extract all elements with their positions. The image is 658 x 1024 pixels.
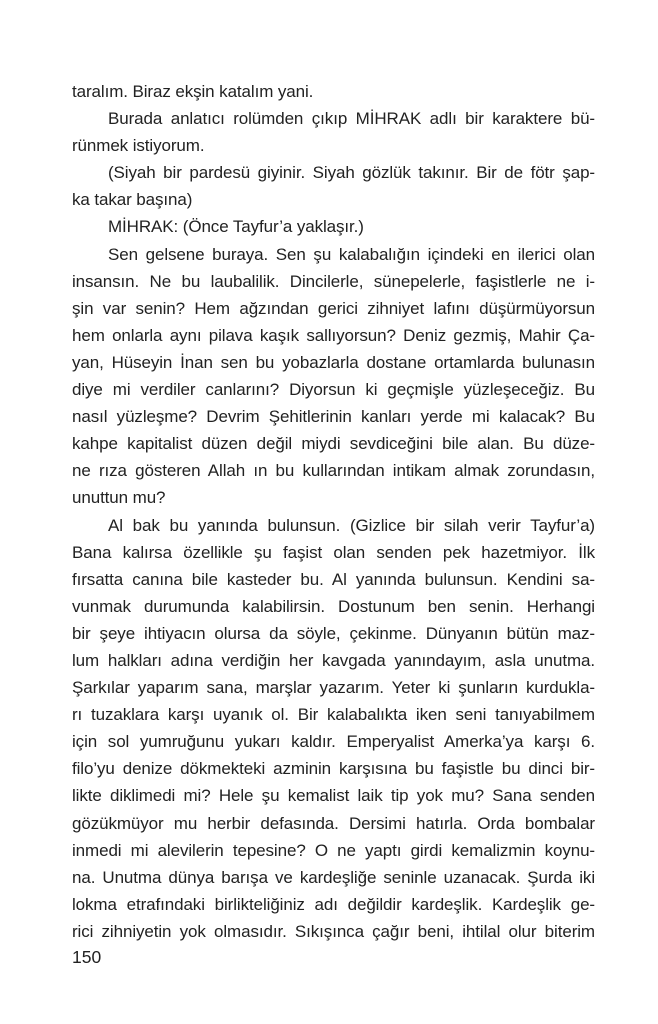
text-line: diye mi verdiler canlarını? Diyorsun ki geçmişle yüzleşeceğiz. Bu <box>72 380 595 400</box>
text-line: lum halkları adına verdiğin her kavgada yanındayım, asla unutma. <box>72 650 595 670</box>
text-line: Al bak bu yanında bulunsun. (Gizlice bir silah verir Tayfur’a) <box>108 515 595 535</box>
text-line: rici zihniyetin yok olmasıdır. Sıkışınca çağır beni, ihtilal olur biterim <box>72 921 595 941</box>
text-line: gözükmüyor mu herbir defasında. Dersimi hatırla. Orda bombalar <box>72 813 595 833</box>
text-line: şin var senin? Hem ağzından gerici zihniyet lafını düşürmüyorsun <box>72 298 595 318</box>
text-line: kahpe kapitalist düzen değil miydi sevdiceğini bile alan. Bu düze- <box>72 434 595 454</box>
text-line: likte diklimedi mi? Hele şu kemalist laik tip yok mu? Sana senden <box>72 786 595 806</box>
text-line: nasıl yüzleşme? Devrim Şehitlerinin kanları yerde mi kalacak? Bu <box>72 407 595 427</box>
text-line: hem onlarla aynı pilava kaşık sallıyorsun? Deniz gezmiş, Mahir Ça- <box>72 325 595 345</box>
text-line: unuttun mu? <box>72 488 166 508</box>
text-line: Sen gelsene buraya. Sen şu kalabalığın içindeki en ilerici olan <box>108 244 595 264</box>
text-line: na. Unutma dünya barışa ve kardeşliğe seninle uzanacak. Şurda iki <box>72 867 595 887</box>
page-text <box>72 78 595 945</box>
text-line: bir şeye ihtiyacın olursa da söyle, çekinme. Dünyanın bütün maz- <box>72 623 595 643</box>
text-line: insansın. Ne bu laubalilik. Dincilerle, sünepelerle, faşistlerle ne i- <box>72 271 595 291</box>
text-line: fırsatta canına bile kasteder bu. Al yanında bulunsun. Kendini sa- <box>72 569 595 589</box>
page-number: 150 <box>72 947 102 967</box>
text-line: filo’yu denize dökmekteki azminin karşısına bu faşistle bu dinci bir- <box>72 759 595 779</box>
text-line: inmedi mi alevilerin tepesine? O ne yaptı girdi kemalizmin koynu- <box>72 840 595 860</box>
text-line: Bana kalırsa özellikle şu faşist olan senden pek hazetmiyor. İlk <box>72 542 595 562</box>
text-line: MİHRAK: (Önce Tayfur’a yaklaşır.) <box>108 217 364 237</box>
text-line: Burada anlatıcı rolümden çıkıp MİHRAK adlı bir karaktere bü- <box>108 109 595 129</box>
text-line: (Siyah bir pardesü giyinir. Siyah gözlük takınır. Bir de fötr şap- <box>108 163 595 183</box>
text-line: için sol yumruğunu yukarı kaldır. Emperyalist Amerka’ya karşı 6. <box>72 732 595 752</box>
text-line: rı tuzaklara karşı uyanık ol. Bir kalabalıkta iken seni tanıyabilmem <box>72 705 595 725</box>
text-line: taralım. Biraz ekşin katalım yani. <box>72 82 314 101</box>
text-line: ka takar başına) <box>72 190 193 210</box>
text-line: Şarkılar yaparım sana, marşlar yazarım. Yeter ki şunların kurdukla- <box>72 678 595 698</box>
text-line: yan, Hüseyin İnan sen bu yobazlarla dostane ortamlarda bulunasın <box>72 352 595 372</box>
text-line: vunmak durumunda kalabilirsin. Dostunum ben senin. Herhangi <box>72 596 595 616</box>
text-line: rünmek istiyorum. <box>72 136 205 156</box>
text-line: lokma etrafındaki birlikteliğiniz adı değildir kardeşlik. Kardeşlik ge- <box>72 894 595 914</box>
text-line: ne rıza gösteren Allah ın bu kullarından intikam almak zorundasın, <box>72 461 595 481</box>
